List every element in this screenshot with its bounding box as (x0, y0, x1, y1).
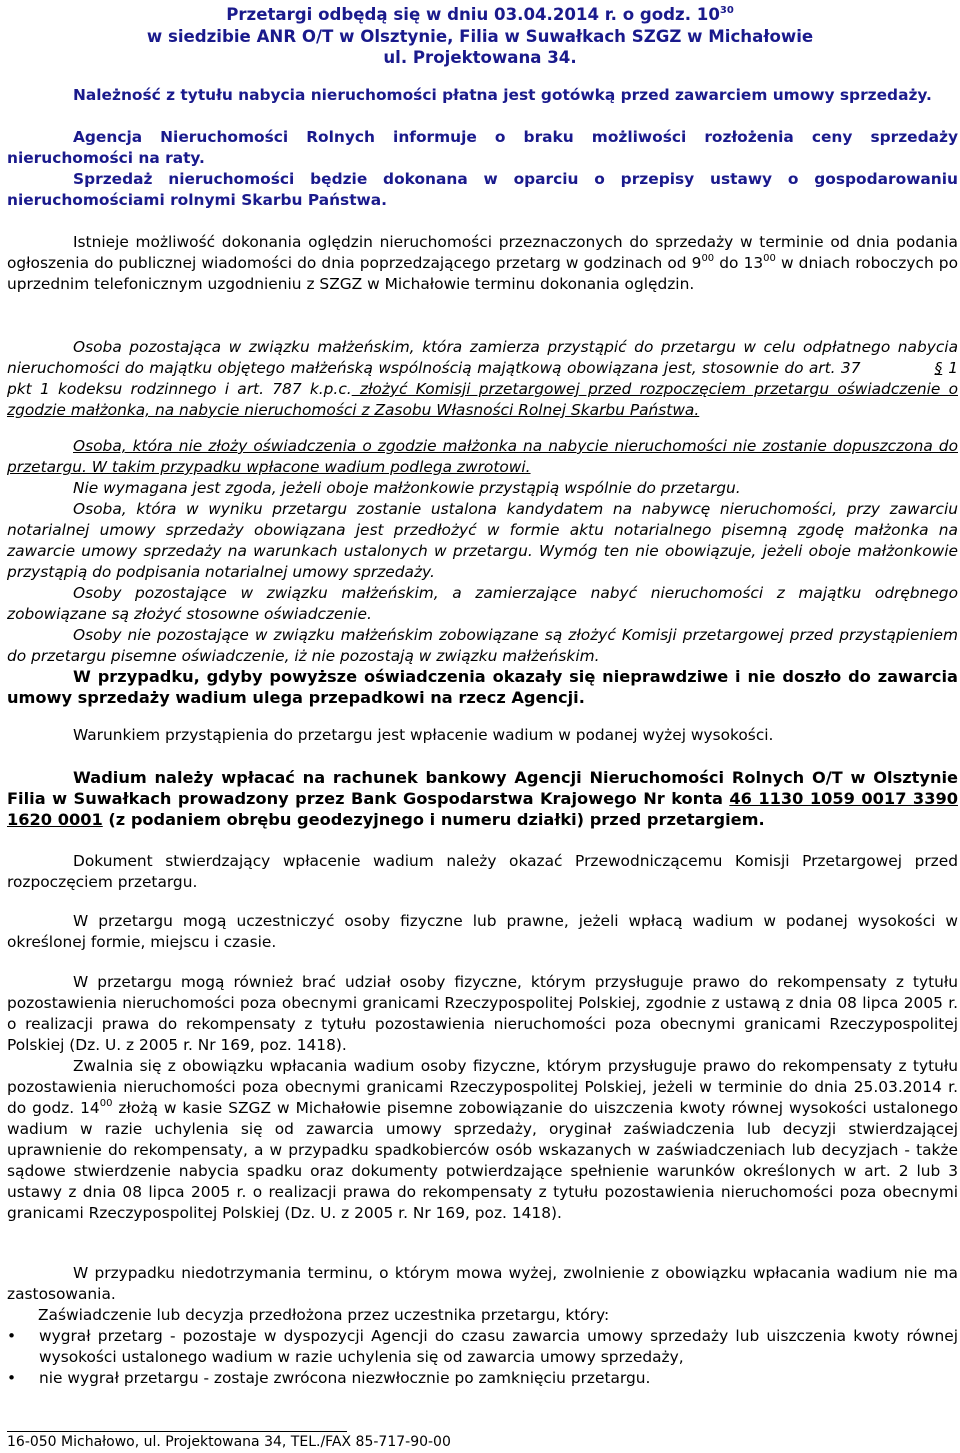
deposit-condition-paragraph: Warunkiem przystąpienia do przetargu jest wpłacenie wadium w podanej wyżej wysokości. (73, 726, 774, 744)
header-line-3: ul. Projektowana 34. (383, 48, 577, 67)
separate-property-paragraph: Osoby pozostające w związku małżeńskim, a zamierzające nabyć nieruchomości z majątku odrębnego zobowiązane są złożyć stosowne oświadczenie. (7, 584, 958, 623)
list-item: • wygrał przetarg - pozostaje w dyspozycji Agencji do czasu zawarcia umowy sprzedaży lub uiszczenia kwoty równej wysokości ustalonego wadium w razie uchylenia się od zawarcia umowy sprzedaży, (7, 1327, 958, 1366)
bank-account-paragraph: Wadium należy wpłacać na rachunek bankowy Agencji Nieruchomości Rolnych O/T w Olsztynie Filia w Suwałkach prowadzony przez Bank Gospodarstwa Krajowego Nr konta 46 1130 1059 0017 3390 1620 0001 (z podaniem obrębu geodezyjnego i numeru działki) przed przetargiem. (7, 768, 958, 829)
winner-consent-paragraph: Osoba, która w wyniku przetargu zostanie ustalona kandydatem na nabywcę nieruchomości, przy zawarciu notarialnej umowy sprzedaży obowiązana jest przedłożyć w formie aktu notarialnego pisemną zgodę małżonka na zawarcie umowy sprzedaży na warunkach ustalonych w przetargu. Wymóg ten nie obowiązuje, jeżeli oboje małżonkowie przystąpią do podpisania notarialnej umowy sprzedaży. (7, 500, 958, 581)
header-block (0, 4, 960, 69)
payment-notice: Należność z tytułu nabycia nieruchomości płatna jest gotówką przed zawarciem umowy sprzedaży. (73, 86, 932, 104)
certificate-intro: Zaświadczenie lub decyzja przedłożona przez uczestnika przetargu, który: (38, 1306, 610, 1324)
section-sign: § (934, 359, 943, 377)
unmarried-declaration-paragraph: Osoby nie pozostające w związku małżeńskim zobowiązane są złożyć Komisji przetargowej przed przystąpieniem do przetargu pisemne oświadczenie, iż nie pozostają w związku małżeńskim. (7, 626, 958, 665)
installments-notice: Agencja Nieruchomości Rolnych informuje o braku możliwości rozłożenia ceny sprzedaży nieruchomości na raty. (7, 128, 958, 167)
inspection-paragraph: Istnieje możliwość dokonania oględzin nieruchomości przeznaczonych do sprzedaży w terminie od dnia podania ogłoszenia do publicznej wiadomości do dnia poprzedzającego przetarg w godzinach od $9^{00}$ do $13^{00}$ w dniach roboczych po uprzednim telefonicznym uzgodnieniu z SZGZ w Michałowie terminu dokonania oględzin. (7, 233, 958, 293)
marriage-declaration-paragraph: Osoba pozostająca w związku małżeńskim, która zamierza przystąpić do przetargu w celu odpłatnego nabycia nieruchomości do majątku objętego małżeńską wspólnością majątkową obowiązana jest, stosownie do art. 37 § 1 pkt 1 kodeksu rodzinnego i art. 787 k.p.c. złożyć Komisji przetargowej przed rozpoczęciem przetargu oświadczenie o zgodzie małżonka, na nabycie nieruchomości z Zasobu Własności Rolnej Skarbu Państwa. (7, 338, 958, 419)
eligibility-paragraph: W przetargu mogą uczestniczyć osoby fizyczne lub prawne, jeżeli wpłacą wadium w podanej wysokości w określonej formie, miejscu i czasie. (7, 912, 958, 951)
compensation-paragraph: W przetargu mogą również brać udział osoby fizyczne, którym przysługuje prawo do rekompensaty z tytułu pozostawienia nieruchomości poza obecnymi granicami Rzeczypospolitej Polskiej, zgodnie z ustawą z dnia 08 lipca 2005 r. o realizacji prawa do rekompensaty z tytułu pozostawienia nieruchomości poza obecnymi granicami Rzeczypospolitej Polskiej (Dz. U. z 2005 r. Nr 169, poz. 1418). (7, 973, 958, 1054)
header-line-2: w siedzibie ANR O/T w Olsztynie, Filia w Suwałkach SZGZ w Michałowie (146, 26, 814, 46)
legal-basis-notice: Sprzedaż nieruchomości będzie dokonana w oparciu o przepisy ustawy o gospodarowaniu nieruchomościami rolnymi Skarbu Państwa. (7, 170, 958, 209)
no-consent-paragraph: Osoba, która nie złoży oświadczenia o zgodzie małżonka na nabycie nieruchomości nie zostanie dopuszczona do przetargu. W takim przypadku wpłacone wadium podlega zwrotowi. (7, 437, 958, 476)
deadline-paragraph: W przypadku niedotrzymania terminu, o którym mowa wyżej, zwolnienie z obowiązku wpłacania wadium nie ma zastosowania. (7, 1264, 958, 1303)
bullet-icon: • (7, 1327, 17, 1345)
certificate-list (7, 1326, 958, 1389)
footer-divider (7, 1431, 347, 1432)
bullet-icon: • (7, 1369, 17, 1387)
list-item: • nie wygrał przetargu - zostaje zwrócona niezwłocznie po zamknięciu przetargu. (7, 1369, 651, 1387)
time-superscript: 30 (719, 5, 734, 16)
header-line-1: Przetargi odbędą się w dniu 03.04.2014 r. o godz. $10^{30}$ (226, 5, 734, 24)
deposit-proof-paragraph: Dokument stwierdzający wpłacenie wadium należy okazać Przewodniczącemu Komisji Przetargowej przed rozpoczęciem przetargu. (7, 852, 958, 891)
joint-participation-paragraph: Nie wymagana jest zgoda, jeżeli oboje małżonkowie przystąpią wspólnie do przetargu. (73, 479, 741, 497)
deposit-exemption-paragraph: Zwalnia się z obowiązku wpłacania wadium osoby fizyczne, którym przysługuje prawo do rekompensaty z tytułu pozostawienia nieruchomości poza obecnymi granicami Rzeczypospolitej Polskiej, jeżeli w terminie do dnia 25.03.2014 r. do godz. $14^{00}$ złożą w kasie SZGZ w Michałowie pisemne zobowiązanie do uiszczenia kwoty równej wysokości ustalonego wadium w razie uchylenia się od zawarcia umowy sprzedaży, oryginał zaświadczenia lub decyzji stwierdzającej uprawnienie do rekompensaty, a w przypadku spadkobierców osób wskazanych w zaświadczeniach lub decyzjach - także sądowe stwierdzenie nabycia spadku oraz dokumenty potwierdzające spełnienie warunków określonych w art. 2 lub 3 ustawy z dnia 08 lipca 2005 r. o realizacji prawa do rekompensaty z tytułu pozostawienia nieruchomości poza obecnymi granicami Rzeczypospolitej Polskiej (Dz. U. z 2005 r. Nr 169, poz. 1418). (7, 1057, 958, 1222)
forfeiture-paragraph: W przypadku, gdyby powyższe oświadczenia okazały się nieprawdziwe i nie doszło do zawarcia umowy sprzedaży wadium ulega przepadkowi na rzecz Agencji. (7, 667, 958, 707)
footer-address: 16-050 Michałowo, ul. Projektowana 34, TEL./FAX 85-717-90-00 (7, 1434, 451, 1450)
account-number: 46 1130 1059 0017 3390 1620 0001 (7, 789, 958, 829)
